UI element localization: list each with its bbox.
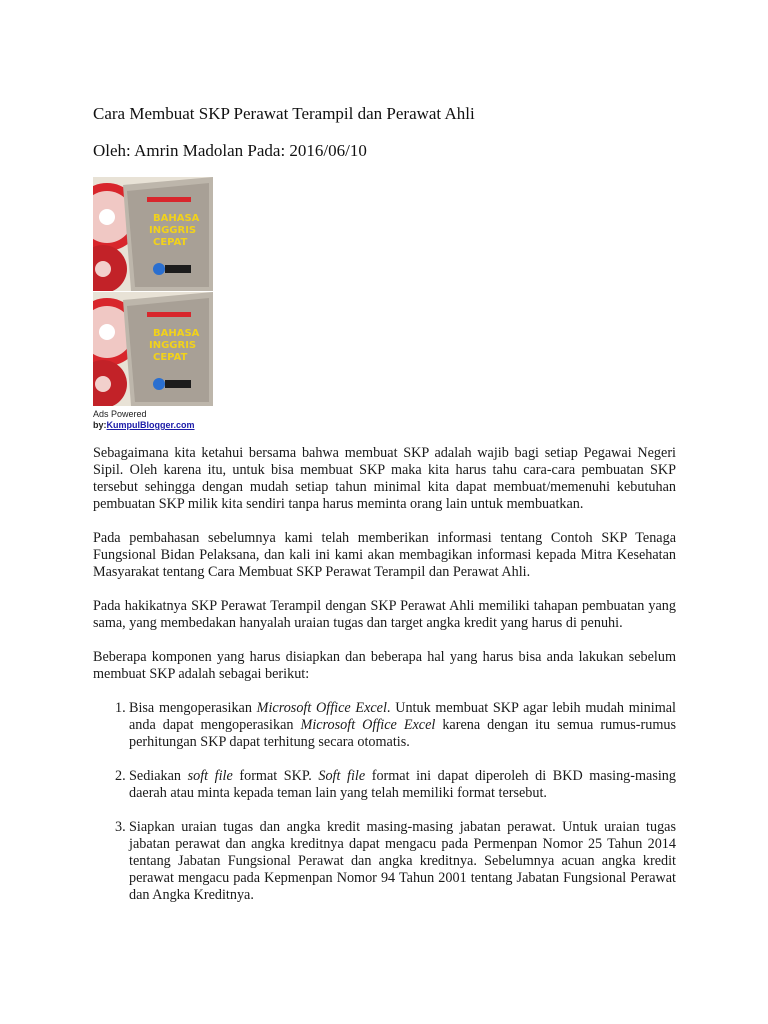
- paragraph: Beberapa komponen yang harus disiapkan dan beberapa hal yang harus bisa anda lakukan sebelum membuat SKP adalah sebagai berikut:: [93, 649, 676, 682]
- ad-link[interactable]: KumpulBlogger.com: [106, 420, 195, 430]
- ad-banner[interactable]: [93, 177, 214, 431]
- paragraph: Pada pembahasan sebelumnya kami telah memberikan informasi tentang Contoh SKP Tenaga Fungsional Bidan Pelaksana, dan kali ini kami akan membagikan informasi kepada Mitra Kesehatan Masyarakat tentang Cara Membuat SKP Perawat Terampil dan Perawat Ahli.: [93, 530, 676, 580]
- paragraph: Pada hakikatnya SKP Perawat Terampil dengan SKP Perawat Ahli memiliki tahapan pembuatan yang sama, yang membedakan hanyalah uraian tugas dan target angka kredit yang harus di penuhi.: [93, 598, 676, 631]
- list-item: 2. Sediakan soft file format SKP. Soft file format ini dapat diperoleh di BKD masing-masing daerah atau minta kepada teman lain yang telah memiliki format tersebut.: [115, 768, 676, 801]
- article-title: Cara Membuat SKP Perawat Terampil dan Perawat Ahli: [93, 104, 475, 123]
- list-item: 3. Siapkan uraian tugas dan angka kredit masing-masing jabatan perawat. Untuk uraian tugas jabatan perawat dan angka kreditnya dapat mengacu pada Permenpan Nomor 25 Tahun 2014 tentang Jabatan Fungsional Perawat dan angka kreditnya. Sebelumnya acuan angka kredit perawat mengacu pada Kepmenpan Nomor 94 Tahun 2001 tentang Jabatan Fungsional Perawat dan Angka Kreditnya.: [115, 819, 676, 903]
- article-body: [93, 445, 676, 921]
- ad-image-book-cd[interactable]: [93, 177, 213, 291]
- list-item: 1. Bisa mengoperasikan Microsoft Office Excel. Untuk membuat SKP agar lebih mudah minimal anda dapat mengoperasikan Microsoft Office Excel karena dengan itu semua rumus-rumus perhitungan SKP dapat terhitung secara otomatis.: [115, 700, 677, 750]
- ad-by-label: by:: [93, 420, 107, 430]
- svg-text:CEPAT: CEPAT: [153, 352, 188, 363]
- svg-text:BAHASA: BAHASA: [153, 328, 200, 339]
- svg-text:INGGRIS: INGGRIS: [149, 225, 197, 236]
- ad-caption-text: Ads Powered: [93, 409, 147, 419]
- paragraph: Sebagaimana kita ketahui bersama bahwa membuat SKP adalah wajib bagi setiap Pegawai Negeri Sipil. Oleh karena itu, untuk bisa membuat SKP maka kita harus tahu cara-cara pembuatan SKP tersebut sehingga dengan mudah setiap tahun minimal kita dapat membuat/memenuhi kebutuhan pembuatan SKP milik kita sendiri tanpa harus meminta orang lain untuk membuatkan.: [93, 445, 676, 512]
- svg-text:BAHASA: BAHASA: [153, 213, 200, 224]
- list-item-number: 2.: [115, 768, 126, 784]
- ad-image-book-cd-2[interactable]: [93, 292, 213, 406]
- svg-text:INGGRIS: INGGRIS: [149, 340, 197, 351]
- steps-list: [93, 700, 676, 904]
- svg-text:CEPAT: CEPAT: [153, 237, 188, 248]
- ad-caption: [93, 409, 214, 431]
- list-item-number: 1.: [115, 700, 126, 716]
- list-item-number: 3.: [115, 819, 126, 835]
- article-byline: Oleh: Amrin Madolan Pada: 2016/06/10: [93, 141, 367, 160]
